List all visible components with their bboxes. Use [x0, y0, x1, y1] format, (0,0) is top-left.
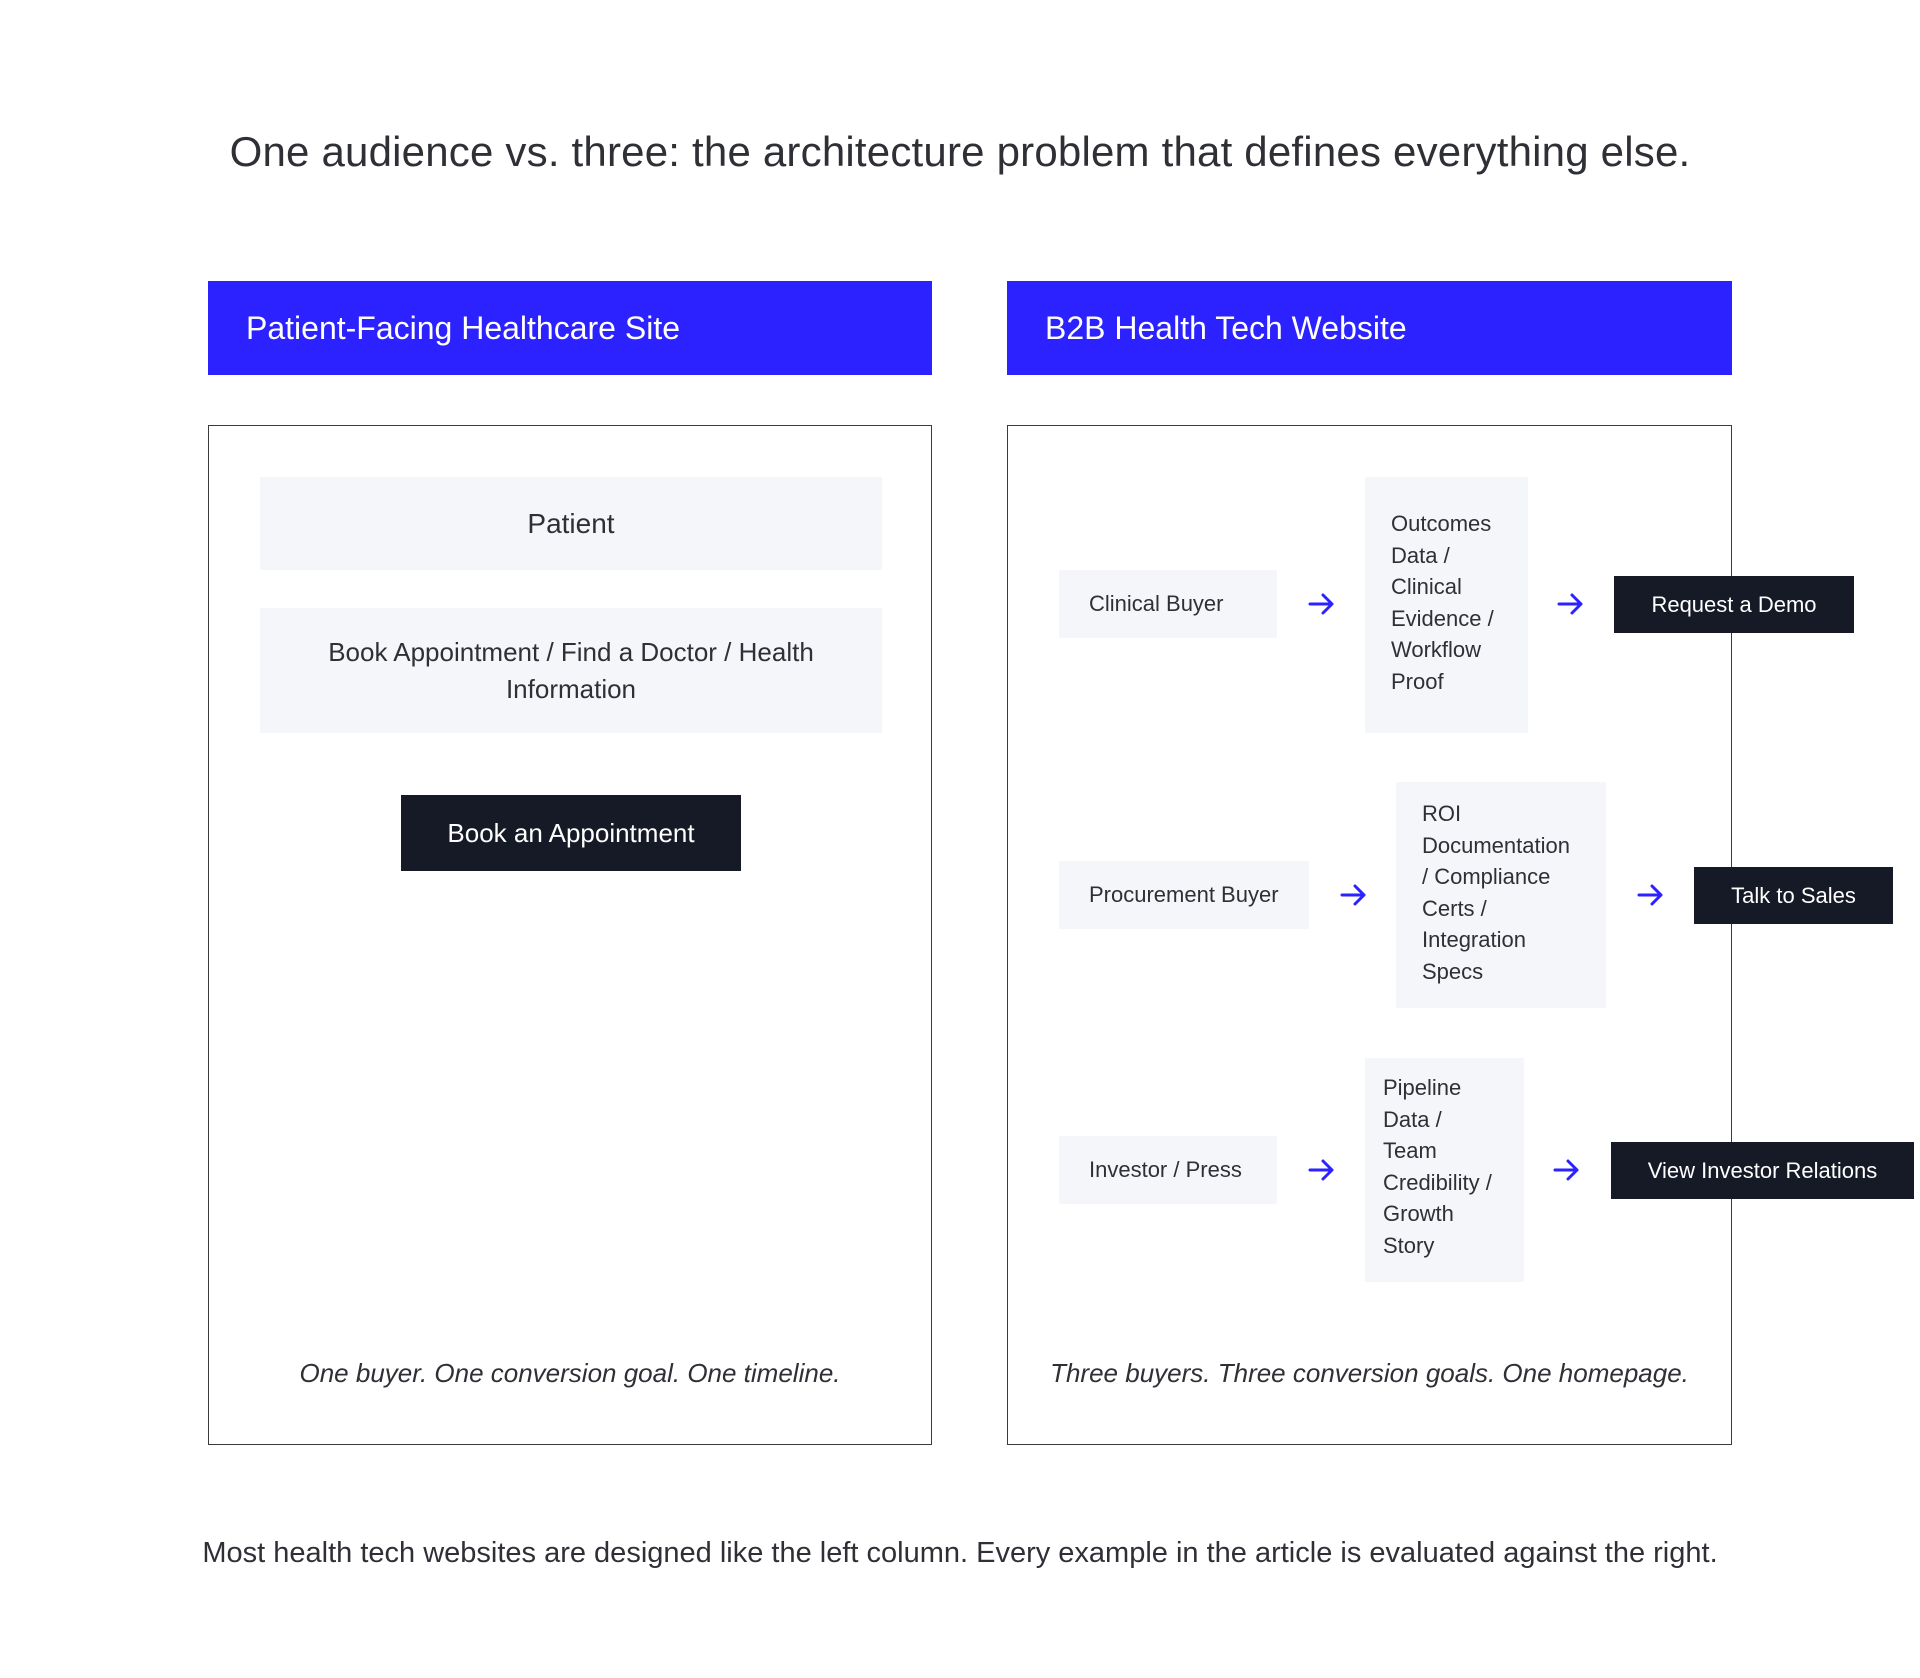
content-line: Proof: [1391, 668, 1444, 694]
content-line: Clinical: [1391, 574, 1462, 599]
content-line: Certs /: [1422, 895, 1487, 921]
arrow-right-icon: [1636, 880, 1666, 910]
content-line: Documentation: [1422, 832, 1570, 858]
diagram-title: One audience vs. three: the architecture problem that defines everything else.: [229, 128, 1691, 175]
content-line: Evidence /: [1391, 605, 1494, 631]
patient-needs-box: Book Appointment / Find a Doctor / Health Information: [260, 608, 882, 733]
content-line: Growth: [1383, 1201, 1454, 1226]
content-line: / Compliance: [1422, 864, 1551, 889]
request-demo-button[interactable]: Request a Demo: [1614, 576, 1854, 633]
content-line: Story: [1383, 1232, 1435, 1258]
content-line: Pipeline: [1383, 1075, 1462, 1100]
talk-to-sales-button[interactable]: Talk to Sales: [1694, 867, 1893, 924]
buyer-box-investor: Investor / Press: [1059, 1136, 1277, 1204]
arrow-right-icon: [1307, 1155, 1337, 1185]
right-column-header: B2B Health Tech Website: [1007, 281, 1732, 375]
content-box-clinical: [1365, 477, 1528, 733]
patient-audience-box: Patient: [260, 477, 882, 570]
content-line: Workflow: [1391, 637, 1482, 662]
buyer-box-procurement: Procurement Buyer: [1059, 861, 1309, 929]
book-appointment-button[interactable]: Book an Appointment: [401, 795, 741, 871]
arrow-right-icon: [1556, 589, 1586, 619]
arrow-right-icon: [1307, 589, 1337, 619]
content-line: Credibility /: [1383, 1169, 1492, 1195]
footer-note: Most health tech websites are designed like the left column. Every example in the article is evaluated against the right.: [202, 1537, 1718, 1569]
arrow-right-icon: [1552, 1155, 1582, 1185]
content-line: Data /: [1383, 1106, 1442, 1132]
content-line: Integration: [1422, 927, 1526, 952]
content-line: Data /: [1391, 542, 1450, 568]
content-box-investor: [1365, 1058, 1524, 1282]
content-line: Team: [1383, 1138, 1437, 1163]
content-line: ROI: [1422, 801, 1462, 826]
left-column-header: Patient-Facing Healthcare Site: [208, 281, 932, 375]
arrow-right-icon: [1339, 880, 1369, 910]
left-column-panel: [208, 425, 932, 1445]
view-investor-relations-button[interactable]: View Investor Relations: [1611, 1142, 1914, 1199]
right-caption: Three buyers. Three conversion goals. One homepage.: [1050, 1358, 1689, 1388]
content-box-procurement: [1396, 782, 1606, 1008]
left-caption: One buyer. One conversion goal. One timeline.: [299, 1358, 841, 1388]
content-line: Specs: [1422, 958, 1484, 984]
content-line: Outcomes: [1391, 511, 1492, 536]
buyer-box-clinical: Clinical Buyer: [1059, 570, 1277, 638]
